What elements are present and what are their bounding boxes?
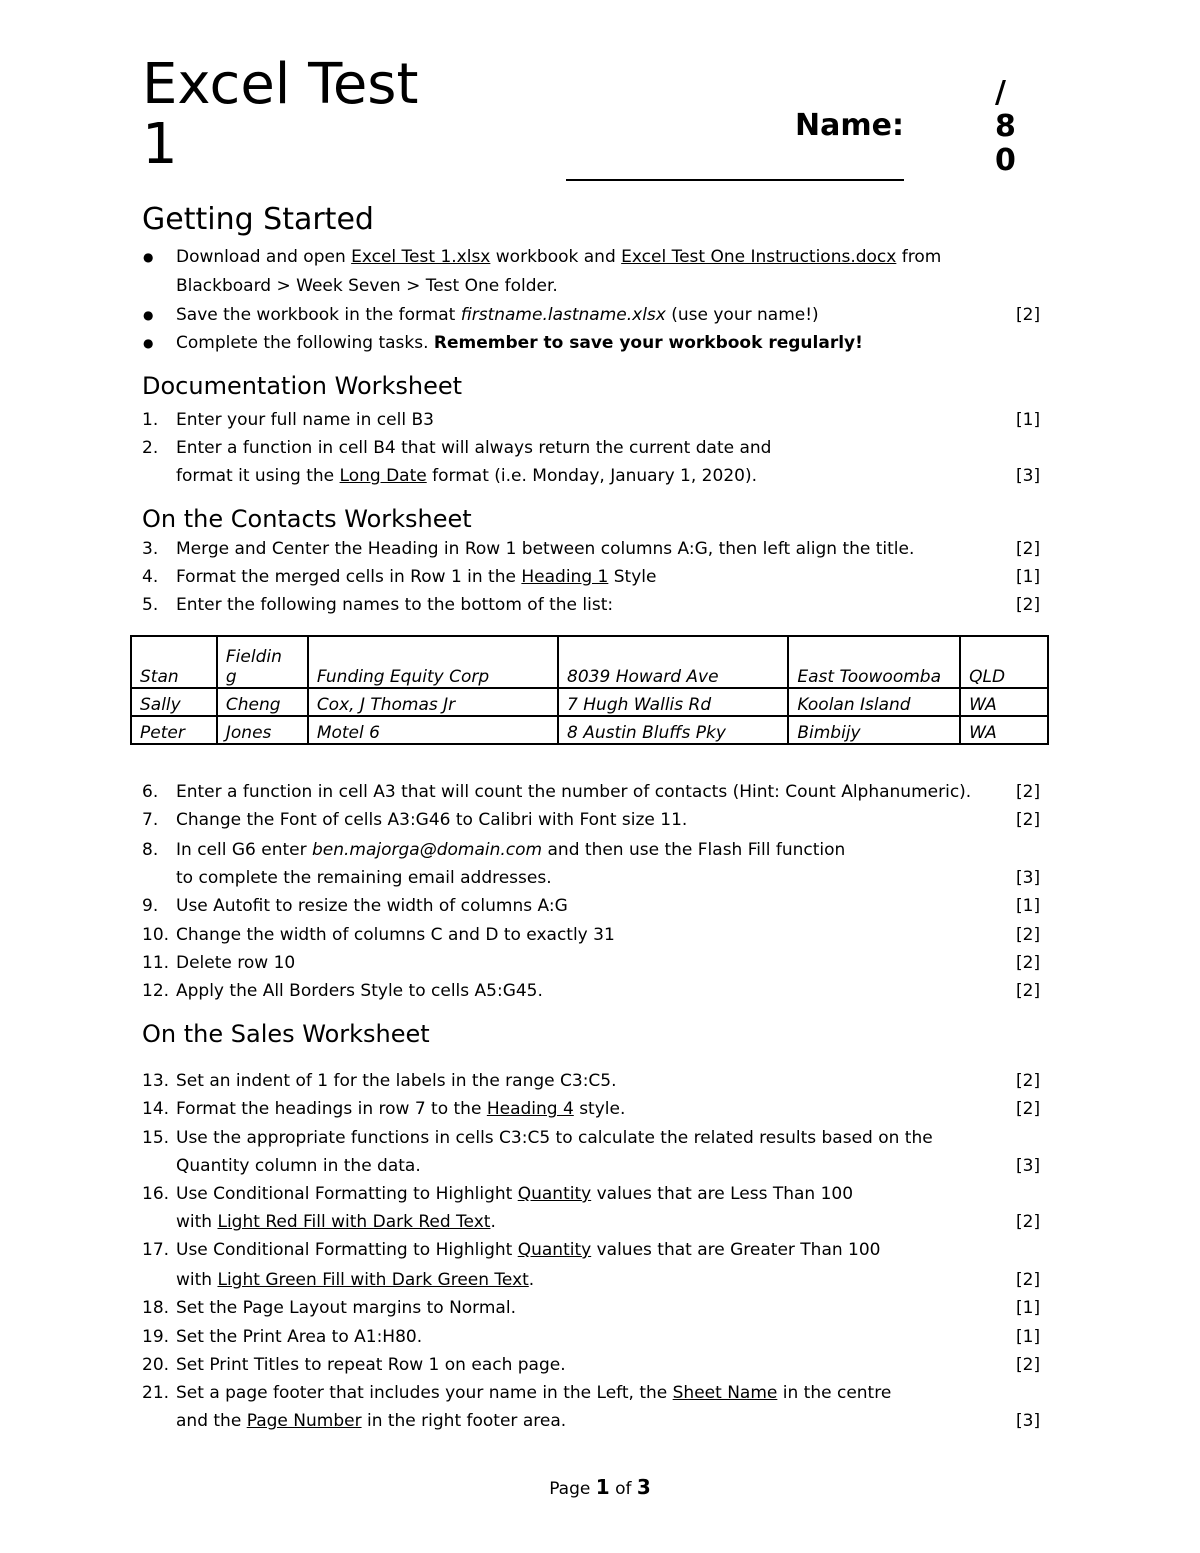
task-16-line-2: with Light Red Fill with Dark Red Text. [176, 1212, 496, 1232]
task-17-line-2: with Light Green Fill with Dark Green Text. [176, 1270, 535, 1290]
task-number: 18. [142, 1298, 170, 1318]
mark: [3] [1016, 1411, 1041, 1431]
mark: [3] [1016, 1156, 1041, 1176]
task-9: Use Autofit to resize the width of columns A:G [176, 896, 568, 916]
score-slash: / [995, 75, 1006, 110]
task-number: 5. [142, 595, 159, 615]
workbook-filename: Excel Test 1.xlsx [351, 247, 491, 267]
contacts-heading: On the Contacts Worksheet [142, 505, 472, 533]
getting-started-item-3: Complete the following tasks. Remember to save your workbook regularly! [176, 333, 863, 353]
mark: [2] [1016, 810, 1041, 830]
task-number: 13. [142, 1071, 170, 1091]
documentation-heading: Documentation Worksheet [142, 372, 463, 400]
task-2: Enter a function in cell B4 that will always return the current date and [176, 438, 772, 458]
bullet-icon: ● [143, 336, 154, 350]
task-21-line-2: and the Page Number in the right footer area. [176, 1411, 567, 1431]
table-cell: Koolan Island [788, 688, 960, 716]
page-footer: Page 1 of 3 [549, 1475, 651, 1499]
table-cell: Jones [217, 716, 308, 744]
total-score [995, 76, 1016, 178]
mark: [1] [1016, 410, 1041, 430]
table-cell: 8 Austin Bluffs Pky [558, 716, 788, 744]
table-cell: Peter [131, 716, 217, 744]
name-underline [566, 179, 904, 181]
title-line-2: 1 [142, 112, 178, 177]
mark: [3] [1016, 466, 1041, 486]
table-cell: Cox, J Thomas Jr [308, 688, 558, 716]
task-number: 21. [142, 1383, 170, 1403]
mark: [2] [1016, 1099, 1041, 1119]
task-number: 19. [142, 1327, 170, 1347]
task-1: Enter your full name in cell B3 [176, 410, 434, 430]
task-number: 2. [142, 438, 159, 458]
bullet-icon: ● [143, 308, 154, 322]
task-12: Apply the All Borders Style to cells A5:G45. [176, 981, 543, 1001]
table-cell: 7 Hugh Wallis Rd [558, 688, 788, 716]
task-16: Use Conditional Formatting to Highlight Quantity values that are Less Than 100 [176, 1184, 854, 1204]
task-number: 10. [142, 925, 170, 945]
table-cell: WA [960, 688, 1048, 716]
page-number: 1 [595, 1475, 610, 1499]
task-14: Format the headings in row 7 to the Heading 4 style. [176, 1099, 626, 1119]
task-2-line-2: format it using the Long Date format (i.e. Monday, January 1, 2020). [176, 466, 757, 486]
task-number: 11. [142, 953, 170, 973]
task-number: 6. [142, 782, 159, 802]
task-11: Delete row 10 [176, 953, 296, 973]
task-18: Set the Page Layout margins to Normal. [176, 1298, 516, 1318]
task-number: 9. [142, 896, 159, 916]
table-row [131, 716, 1048, 744]
mark: [2] [1016, 782, 1041, 802]
mark: [2] [1016, 925, 1041, 945]
table-cell: 8039 Howard Ave [558, 636, 788, 688]
task-7: Change the Font of cells A3:G46 to Calibri with Font size 11. [176, 810, 688, 830]
task-5: Enter the following names to the bottom of the list: [176, 595, 614, 615]
mark: [2] [1016, 1355, 1041, 1375]
mark: [1] [1016, 567, 1041, 587]
task-13: Set an indent of 1 for the labels in the range C3:C5. [176, 1071, 617, 1091]
mark: [2] [1016, 953, 1041, 973]
score-digit-0: 0 [995, 143, 1016, 178]
task-8-line-2: to complete the remaining email addresses. [176, 868, 552, 888]
table-cell: Sally [131, 688, 217, 716]
table-cell: Cheng [217, 688, 308, 716]
name-label: Name: [795, 108, 904, 143]
mark: [2] [1016, 1270, 1041, 1290]
getting-started-item-2: Save the workbook in the format firstname.lastname.xlsx (use your name!) [176, 305, 819, 325]
task-number: 20. [142, 1355, 170, 1375]
task-15-line-2: Quantity column in the data. [176, 1156, 421, 1176]
mark: [2] [1016, 595, 1041, 615]
task-number: 7. [142, 810, 159, 830]
task-3: Merge and Center the Heading in Row 1 between columns A:G, then left align the title. [176, 539, 915, 559]
task-number: 17. [142, 1240, 170, 1260]
document-title [142, 52, 419, 177]
task-8: In cell G6 enter ben.majorga@domain.com and then use the Flash Fill function [176, 840, 846, 860]
task-21: Set a page footer that includes your name in the Left, the Sheet Name in the centre [176, 1383, 892, 1403]
table-row [131, 688, 1048, 716]
getting-started-heading: Getting Started [142, 202, 374, 237]
mark: [2] [1016, 305, 1041, 325]
task-number: 1. [142, 410, 159, 430]
table-cell: Funding Equity Corp [308, 636, 558, 688]
score-digit-8: 8 [995, 109, 1016, 144]
task-4: Format the merged cells in Row 1 in the Heading 1 Style [176, 567, 657, 587]
mark: [3] [1016, 868, 1041, 888]
table-cell: Fieldin g [217, 636, 308, 688]
task-number: 8. [142, 840, 159, 860]
task-17: Use Conditional Formatting to Highlight Quantity values that are Greater Than 100 [176, 1240, 881, 1260]
task-number: 3. [142, 539, 159, 559]
mark: [2] [1016, 1212, 1041, 1232]
task-number: 15. [142, 1128, 170, 1148]
bullet-icon: ● [143, 250, 154, 264]
table-cell: East Toowoomba [788, 636, 960, 688]
mark: [1] [1016, 1298, 1041, 1318]
task-6: Enter a function in cell A3 that will count the number of contacts (Hint: Count Alphanumeric). [176, 782, 972, 802]
page-total: 3 [636, 1475, 651, 1499]
mark: [1] [1016, 896, 1041, 916]
table-row [131, 636, 1048, 688]
task-number: 12. [142, 981, 170, 1001]
table-cell: Stan [131, 636, 217, 688]
task-19: Set the Print Area to A1:H80. [176, 1327, 423, 1347]
table-cell: WA [960, 716, 1048, 744]
table-cell: Motel 6 [308, 716, 558, 744]
names-table [130, 635, 1049, 745]
task-number: 14. [142, 1099, 170, 1119]
task-number: 16. [142, 1184, 170, 1204]
mark: [2] [1016, 981, 1041, 1001]
sales-heading: On the Sales Worksheet [142, 1020, 430, 1048]
getting-started-item-1: Download and open Excel Test 1.xlsx workbook and Excel Test One Instructions.docx from [176, 247, 942, 267]
title-line-1: Excel Test [142, 52, 419, 117]
task-10: Change the width of columns C and D to exactly 31 [176, 925, 615, 945]
mark: [2] [1016, 1071, 1041, 1091]
getting-started-item-1-line-2: Blackboard > Week Seven > Test One folder. [176, 276, 558, 296]
mark: [1] [1016, 1327, 1041, 1347]
task-20: Set Print Titles to repeat Row 1 on each page. [176, 1355, 566, 1375]
table-cell: Bimbijy [788, 716, 960, 744]
instructions-filename: Excel Test One Instructions.docx [621, 247, 897, 267]
table-cell: QLD [960, 636, 1048, 688]
mark: [2] [1016, 539, 1041, 559]
task-number: 4. [142, 567, 159, 587]
task-15: Use the appropriate functions in cells C3:C5 to calculate the related results based on the [176, 1128, 933, 1148]
